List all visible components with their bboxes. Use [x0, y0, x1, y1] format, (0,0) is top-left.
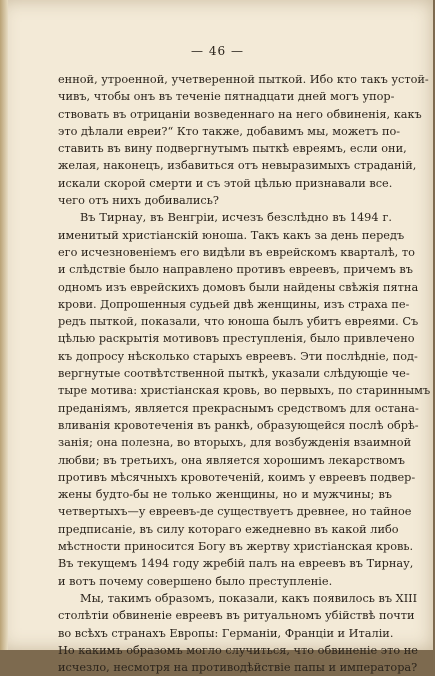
text-line: четвертыхъ—у евреевъ-де существуетъ древнее, но тайное — [58, 505, 412, 519]
text-line: ставить въ вину подвергнутымъ пыткѣ евреямъ, если они, — [58, 142, 407, 156]
text-line: именитый христіанскій юноша. Такъ какъ за день передъ — [58, 228, 405, 242]
text-line: чего отъ нихъ добивались? — [58, 194, 219, 208]
page-edge-shadow — [0, 0, 8, 650]
text-line: тыре мотива: христіанская кровь, во первыхъ, по стариннымъ — [58, 384, 431, 398]
text-line: противъ мѣсячныхъ кровотеченій, коимъ у евреевъ подвер- — [58, 470, 416, 484]
text-line: вергнутые соотвѣтственной пыткѣ, указали слѣдующіе че- — [58, 367, 410, 381]
text-line: чивъ, чтобы онъ въ теченіе пятнадцати дней могъ упор- — [58, 90, 395, 104]
text-line: преданіямъ, является прекраснымъ средствомъ для остана- — [58, 401, 419, 415]
text-line: вливанія кровотеченія въ ранкѣ, образующейся послѣ обрѣ- — [58, 418, 419, 432]
text-line: столѣтіи обвиненіе евреевъ въ ритуальномъ убійствѣ почти — [58, 609, 415, 623]
text-line: редъ пыткой, показали, что юноша былъ убитъ евреями. Съ — [58, 315, 419, 329]
text-line: занія; она полезна, во вторыхъ, для возбужденія взаимной — [58, 436, 412, 450]
text-line: искали скорой смерти и съ этой цѣлью признавали все. — [58, 176, 393, 190]
page-number: — 46 — — [191, 44, 244, 58]
text-line: Въ Тирнау, въ Венгріи, исчезъ безслѣдно въ 1494 г. — [80, 211, 392, 225]
text-line: цѣлью раскрытія мотивовъ преступленія, было привлечено — [58, 332, 415, 346]
text-line: крови. Допрошенныя судьей двѣ женщины, изъ страха пе- — [58, 297, 410, 311]
text-line: предписаніе, въ силу котораго ежедневно въ какой либо — [58, 522, 399, 536]
text-line: желая, наконецъ, избавиться отъ невыразимыхъ страданій, — [58, 159, 417, 173]
text-line: ствовать въ отрицаніи возведеннаго на него обвиненія, какъ — [58, 107, 422, 121]
text-line: къ допросу нѣсколько старыхъ евреевъ. Эти послѣдніе, под- — [58, 349, 418, 363]
text-line: его исчезновеніемъ его видѣли въ еврейскомъ кварталѣ, то — [58, 245, 415, 259]
text-line: одномъ изъ еврейскихъ домовъ были найдены свѣжія пятна — [58, 280, 419, 294]
text-line: любви; въ третьихъ, она является хорошимъ лекарствомъ — [58, 453, 405, 467]
text-line: мѣстности приносится Богу въ жертву христіанская кровь. — [58, 540, 414, 554]
text-line: Въ текущемъ 1494 году жребій палъ на евреевъ въ Тирнау, — [58, 557, 414, 571]
text-line: и вотъ почему совершено было преступленіе. — [58, 574, 333, 588]
text-line: Мы, такимъ образомъ, показали, какъ появилось въ XIII — [80, 591, 418, 605]
page-text-body — [58, 71, 431, 676]
text-line: енной, утроенной, учетверенной пыткой. Ибо кто такъ устой- — [58, 73, 429, 86]
text-line: исчезло, несмотря на противодѣйствіе папы и императора? — [58, 661, 418, 675]
text-line: Но какимъ образомъ могло случиться, что обвиненіе это не — [58, 643, 418, 657]
text-line: это дѣлали евреи?“ Кто также, добавимъ мы, можетъ по- — [58, 124, 401, 138]
text-line: во всѣхъ странахъ Европы: Германіи, Франціи и Италіи. — [58, 626, 394, 640]
text-line: жены будто-бы не только женщины, но и мужчины; въ — [58, 488, 392, 502]
text-line: и слѣдствіе было направлено противъ евреевъ, причемъ въ — [58, 263, 413, 277]
